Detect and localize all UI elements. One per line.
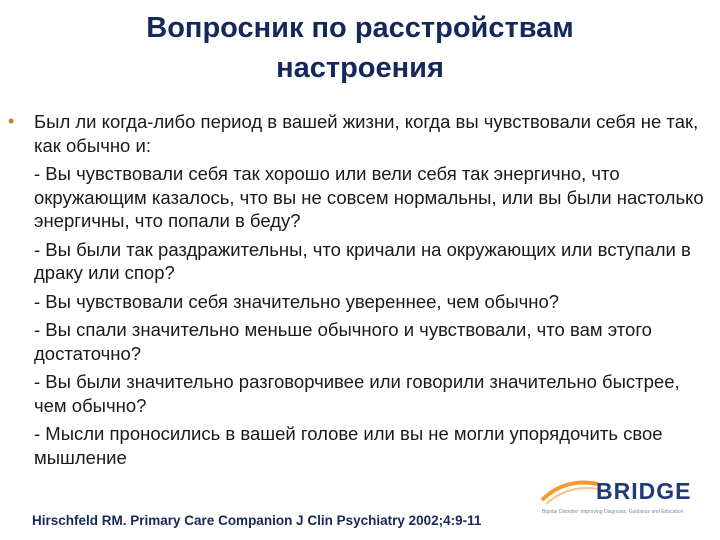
question-item-5: - Вы были значительно разговорчивее или говорили значительно быстрее, чем обычно? [34, 371, 680, 416]
title-line-2: настроения [276, 52, 444, 84]
bridge-logo [540, 476, 715, 522]
logo-wordmark: BRIDGE [596, 478, 692, 504]
question-item-3: - Вы чувствовали себя значительно увереннее, чем обычно? [34, 290, 560, 312]
citation: Hirschfeld RM. Primary Care Companion J Clin Psychiatry 2002;4:9-11 [32, 513, 482, 528]
logo-tagline: Bipolar Disorder: Improving Diagnosis, Guidance and Education [542, 509, 684, 515]
question-body [8, 110, 710, 469]
bullet-icon: • [8, 111, 15, 131]
question-item-4: - Вы спали значительно меньше обычного и чувствовали, что вам этого достаточно? [34, 319, 652, 364]
question-item-2: - Вы были так раздражительны, что кричали на окружающих или вступали в драку или спор? [34, 238, 691, 283]
slide-title [80, 8, 640, 88]
title-line-1: Вопросник по расстройствам [146, 12, 574, 44]
question-item-6: - Мысли проносились в вашей голове или вы не могли упорядочить свое мышление [34, 423, 663, 468]
bridge-swoosh-icon [540, 476, 600, 510]
question-item-1: - Вы чувствовали себя так хорошо или вели себя так энергично, что окружающим казалось, что вы не совсем нормальны, или вы были настолько энергичны, что попали в беду? [34, 163, 704, 231]
question-intro: Был ли когда-либо период в вашей жизни, когда вы чувствовали себя не так, как обычно и: [34, 111, 699, 156]
